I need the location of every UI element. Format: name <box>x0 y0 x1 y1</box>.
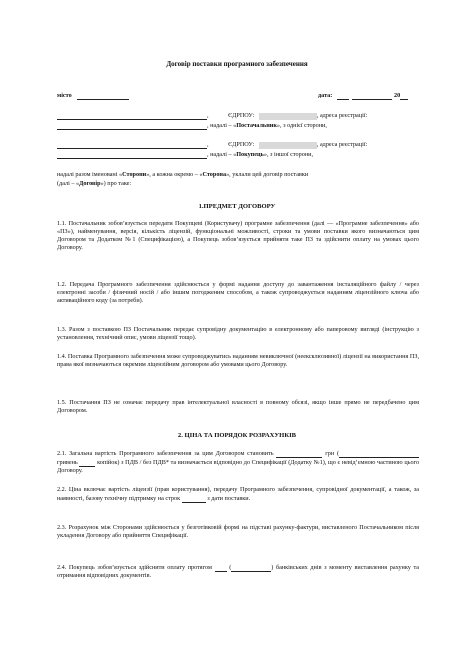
date-year: 20 <box>393 92 401 99</box>
supplier-role: Постачальник <box>236 122 277 129</box>
date-row <box>318 91 408 100</box>
clause-1-3 <box>57 326 419 342</box>
buyer-edrpou-label: ЄДРПОУ: <box>228 141 255 148</box>
intro-line-1 <box>57 171 308 179</box>
clause-1-4 <box>57 353 419 369</box>
intro-text: надалі разом іменовані « <box>57 171 123 178</box>
clause-1-5 <box>57 399 419 415</box>
intro-line-2 <box>57 180 131 188</box>
kopecks-field[interactable] <box>79 458 95 467</box>
clause-2-1-part: гривень <box>57 459 78 466</box>
intro-term-parties: Сторони <box>122 171 147 178</box>
supplier-edrpou-field[interactable] <box>259 113 317 120</box>
payment-days-words-field[interactable] <box>231 563 271 572</box>
date-month-field[interactable] <box>352 91 392 100</box>
supplier-address-field[interactable] <box>57 121 207 130</box>
intro-text: », уклали цей договір поставки <box>226 171 309 178</box>
date-label: дата: <box>318 92 333 99</box>
supplier-row-2 <box>57 121 327 130</box>
buyer-side-text: », з іншої сторони, <box>263 151 313 158</box>
supplier-name-field[interactable] <box>57 111 207 120</box>
supplier-row-1: , ЄДРПОУ: , адреса реєстрації: <box>57 111 367 120</box>
clause-2-2-part: дати поставки. <box>211 495 251 502</box>
supplier-address-label: , адреса реєстрації: <box>316 112 368 119</box>
clause-2-2-part: 2.2. Ціна включає вартість ліцензії (прав користування), передачу Програмного забезпечення, супровідної документації, а також, за наявності, базову технічну підтримку на строк <box>57 486 419 502</box>
intro-text: (далі – « <box>57 180 80 187</box>
total-amount-field[interactable] <box>276 449 322 458</box>
section-1-heading: 1.ПРЕДМЕТ ДОГОВОРУ <box>198 203 276 210</box>
clause-1-1 <box>57 220 419 252</box>
clause-1-2 <box>57 281 419 305</box>
clause-2-1-part: грн <box>325 450 335 457</box>
amount-words-field[interactable] <box>336 449 419 458</box>
clause-1-2-text: 1.2. Передача Програмного забезпечення здійснюється у формі надання доступу до завантаження інсталяційного файлу / через електронні засоби / фізичний носій / або іншим погодженим способом, а також супроводжується наданням ліцензійного ключа або активаційного коду (за потреби). <box>57 281 419 304</box>
intro-term-contract: Договір <box>79 180 101 187</box>
clause-1-3-text: 1.3. Разом з поставкою ПЗ Постачальник передає супровідну документацію в електронному або паперовому вигляді (інструкцію з установлення, технічний опис, умови ліцензії тощо). <box>57 326 419 341</box>
clause-1-1-text: 1.1. Постачальник зобов’язується передати Покупцеві (Користувачу) програмне забезпечення (далі — «Програмне забезпечення» або «ПЗ»), найменування, версія, кількість ліцензій, функціональні можливості, строки та умови поставки якого визначаються цим Договором та Додатком №1 (Специфікацією), а Покупець зобов’язується прийняти таке ПЗ та здійснити оплату на умовах цього Договору. <box>57 220 419 251</box>
intro-text: », а кожна окремо – « <box>146 171 203 178</box>
clause-2-1-text <box>57 449 419 475</box>
buyer-hereinafter: , надалі – « <box>207 151 237 158</box>
clause-1-4-text: 1.4. Поставка Програмного забезпечення може супроводжуватись наданням невиключної (неексклюзивної) ліцензії на використання ПЗ, права якої визначаються окремим ліцензійним договором або умовами цього Договору. <box>57 353 419 368</box>
clause-2-1-part: 2.1. Загальна вартість Програмного забезпечення за цим Договором становить <box>57 450 274 457</box>
clause-2-1-part: ( <box>336 450 339 457</box>
date-day-field[interactable] <box>337 91 349 100</box>
clause-2-1 <box>57 449 419 475</box>
buyer-row-2 <box>57 150 313 159</box>
intro-text: ») про таке: <box>100 180 132 187</box>
payment-days-field[interactable] <box>215 563 227 572</box>
clause-2-2 <box>57 486 419 503</box>
clause-2-3-text: 2.3. Розрахунок між Сторонами здійснюється у безготівковій формі на підставі рахунку-фактури, виставленого Постачальником після укладення Договору або прийняття Специфікації. <box>57 524 419 539</box>
city-label: місто <box>57 92 72 99</box>
clause-2-2-text <box>57 486 419 503</box>
clause-2-3 <box>57 524 419 540</box>
supplier-edrpou-label: ЄДРПОУ: <box>228 112 255 119</box>
clause-2-4-part: 2.4. Покупець зобов’язується здійснити оплату протягом <box>57 564 212 571</box>
document-title: Договір поставки програмного забезпечення <box>166 60 308 68</box>
buyer-address-field[interactable] <box>57 150 207 159</box>
clause-2-4-part: моменту виставлення рахунку та отримання відповідних документів. <box>57 564 420 579</box>
clause-2-4-part: ) банківських днів з <box>271 564 327 571</box>
clause-2-4 <box>57 563 419 580</box>
clause-2-2-part: з <box>207 495 210 502</box>
supplier-hereinafter: , надалі – « <box>207 122 237 129</box>
clause-1-5-text: 1.5. Постачання ПЗ не означає передачу прав інтелектуальної власності в повному обсязі, якщо інше прямо не передбачено цим Договором. <box>57 399 419 414</box>
buyer-name-field[interactable] <box>57 140 207 149</box>
buyer-role: Покупець <box>236 151 264 158</box>
supplier-side-text: », з однієї сторони, <box>276 122 327 129</box>
buyer-address-label: , адреса реєстрації: <box>316 141 368 148</box>
clause-2-4-part: ( <box>229 564 232 571</box>
support-term-field[interactable] <box>182 494 206 503</box>
buyer-row-1: , ЄДРПОУ: , адреса реєстрації: <box>57 140 367 149</box>
buyer-edrpou-field[interactable] <box>259 142 317 149</box>
clause-2-1-part: відповідно до Специфікації (Додатку №1), що є невід’ємною частиною цього Договору. <box>57 459 420 474</box>
date-year-field[interactable] <box>400 91 408 100</box>
section-2-heading: 2. ЦІНА ТА ПОРЯДОК РОЗРАХУНКІВ <box>177 432 297 439</box>
city-row <box>57 91 129 100</box>
clause-2-1-part: копійок) з ПДВ / без ПДВ* та визначається <box>97 459 212 466</box>
intro-term-party: Сторона <box>202 171 227 178</box>
clause-2-4-text <box>57 563 419 580</box>
city-field[interactable] <box>77 91 129 100</box>
